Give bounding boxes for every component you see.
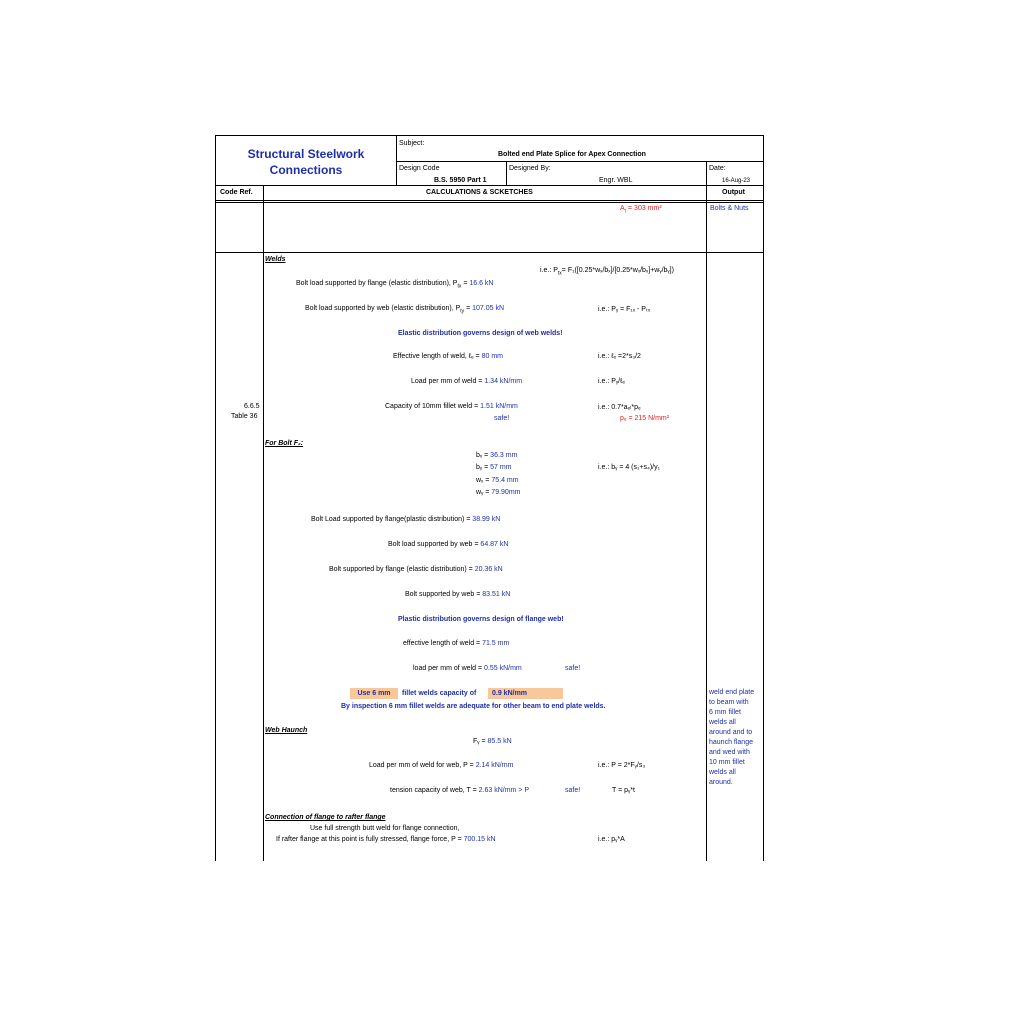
line-ptx: Bolt load supported by flange (elastic distribution), $P_{tx} = 16.6$ kN	[296, 280, 494, 290]
line-wy: wᵧ = 79.90mm	[476, 489, 521, 496]
header-divider	[706, 161, 707, 185]
line-wx: wₓ = 75.4 mm	[476, 477, 519, 484]
code-ref-table36: Table 36	[231, 413, 258, 420]
output-weld-note: weld end plate to beam with 6 mm fillet welds all around and to haunch flange and wed with 10 mm fillet welds all around.	[709, 689, 755, 786]
date-value: 16-Aug-23	[722, 178, 751, 184]
calculations-header: CALCULATIONS & SCKETCHES	[426, 189, 533, 196]
note-elastic: Elastic distribution governs design of web welds!	[398, 330, 563, 337]
line-capacity: Capacity of 10mm fillet weld = 1.51 kN/mm	[385, 403, 518, 410]
code-ref-665: 6.6.5	[244, 403, 260, 410]
formula-by: i.e.: bᵧ = 4 (s₁+s₄)/y₁	[598, 464, 660, 471]
formula-load: i.e.: Pᵧ/ℓₑ	[598, 378, 625, 385]
safe-check-3: safe!	[565, 787, 581, 794]
section-divider	[216, 252, 763, 253]
header-divider	[506, 161, 507, 185]
line-by: bᵧ = 57 mm	[476, 464, 512, 471]
designed-by-value: Engr. WBL	[599, 177, 633, 184]
design-code-label: Design Code	[399, 165, 440, 172]
line-effective-length-2: effective length of weld = 71.5 mm	[403, 640, 510, 647]
formula-flange-force: i.e.: pᵧ*A	[598, 836, 625, 843]
line-effective-length: Effective length of weld, ℓₑ = 80 mm	[393, 353, 503, 360]
subject-value: Bolted end Plate Splice for Apex Connection	[498, 151, 646, 158]
output-header: Output	[722, 189, 745, 196]
date-label: Date:	[709, 165, 726, 172]
line-load-per-mm-2: load per mm of weld = 0.55 kN/mm	[413, 665, 522, 672]
design-code-value: B.S. 5950 Part 1	[434, 177, 487, 184]
code-ref-header: Code Ref.	[220, 189, 253, 196]
tensile-area: $A_t = 303$ mm²	[620, 205, 662, 215]
line-flange-elastic: Bolt supported by flange (elastic distribution) = 20.36 kN	[329, 566, 503, 573]
line-fty: Fᵧ = 85.5 kN	[473, 738, 512, 745]
header-divider	[216, 200, 763, 201]
company-name-line2: Connections	[269, 163, 343, 177]
line-tension-capacity: tension capacity of web, T = 2.63 kN/mm > P	[390, 787, 530, 794]
line-flange-force: If rafter flange at this point is fully stressed, flange force, P = 700.15 kN	[276, 836, 496, 843]
formula-pty: i.e.: Pᵧ = F₁ₓ - Pₜₓ	[598, 306, 651, 313]
formula-load-web: i.e.: P = 2*Fᵧ/s₃	[598, 762, 646, 769]
calc-sheet	[215, 135, 764, 861]
formula-ptx: i.e.: $P_{tx}=$ F₁([0.25*wₓ/bₓ]/[0.25*wₓ/bₓ]+wᵧ/bᵧ])	[540, 267, 674, 277]
note-plastic: Plastic distribution governs design of flange web!	[398, 616, 564, 623]
subject-label: Subject:	[399, 140, 425, 147]
section-title-welds: Welds	[265, 256, 286, 263]
line-load-per-mm: Load per mm of weld = 1.34 kN/mm	[411, 378, 523, 385]
column-divider	[263, 185, 264, 861]
line-web-plastic: Bolt load supported by web = 64.87 kN	[388, 541, 509, 548]
output-bolts-nuts: Bolts & Nuts	[710, 205, 749, 212]
line-bx: bₓ = 36.3 mm	[476, 452, 518, 459]
use-weld-size: Use 6 mm	[350, 688, 398, 699]
designed-by-label: Designed By:	[509, 165, 551, 172]
header-divider	[396, 161, 763, 162]
line-load-web: Load per mm of weld for web, P = 2.14 kN/mm	[369, 762, 514, 769]
line-flange-plastic: Bolt Load supported by flange(plastic distribution) = 38.99 kN	[311, 516, 501, 523]
section-title-connection: Connection of flange to rafter flange	[265, 814, 386, 821]
line-butt-weld: Use full strength butt weld for flange connection,	[310, 825, 460, 832]
column-divider	[706, 185, 707, 861]
header-divider	[216, 202, 763, 203]
header-divider	[216, 185, 763, 186]
safe-check-1: safe!	[494, 415, 510, 422]
line-pty: Bolt load supported by web (elastic distribution), $P_{ty} = 107.05$ kN	[305, 305, 505, 315]
line-web-elastic: Bolt supported by web = 83.51 kN	[405, 591, 511, 598]
formula-capacity: i.e.: 0.7*aₑₗ*pₑ	[598, 404, 641, 411]
use-weld-text: fillet welds capacity of	[402, 690, 477, 697]
use-weld-capacity: 0.9 kN/mm	[488, 688, 563, 699]
section-title-web-haunch: Web Haunch	[265, 727, 308, 734]
section-title-bolt-f2: For Bolt F₂:	[265, 440, 304, 447]
design-strength: pₑ = 215 N/mm²	[620, 415, 670, 422]
formula-tension: T = pᵧ*t	[612, 787, 635, 794]
formula-le: i.e.: ℓₑ =2*s₃/2	[598, 353, 641, 360]
company-name-line1: Structural Steelwork	[247, 147, 365, 161]
safe-check-2: safe!	[565, 665, 581, 672]
note-inspection: By inspection 6 mm fillet welds are adequate for other beam to end plate welds.	[341, 703, 606, 710]
